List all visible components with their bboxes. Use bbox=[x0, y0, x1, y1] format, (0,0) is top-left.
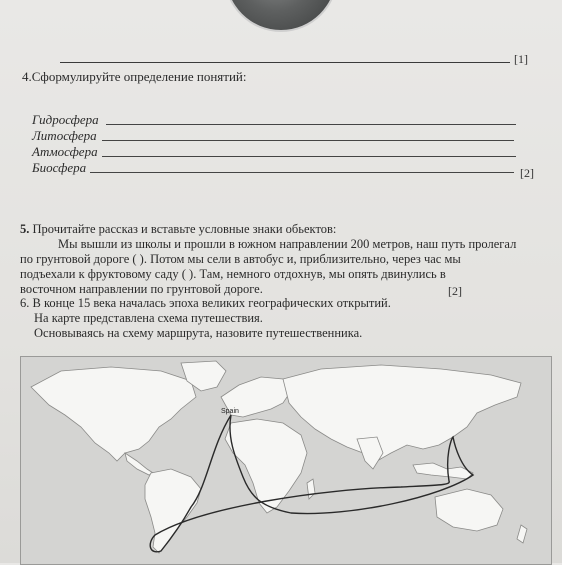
q6-line-1: 6. В конце 15 века началась эпоха великих географических открытий. bbox=[20, 296, 391, 310]
world-route-map bbox=[20, 356, 552, 565]
q5-line-3: по грунтовой дороге ( ). Потом мы сели в автобус и, приблизительно, через час мы bbox=[20, 252, 461, 266]
q3-mark: [1] bbox=[514, 52, 528, 66]
q5-line-1: Прочитайте рассказ и вставьте условные знаки обьектов: bbox=[32, 222, 337, 236]
q4-title: 4.Сформулируйте определение понятий: bbox=[22, 69, 247, 84]
q5-block bbox=[20, 222, 560, 297]
spain-label: Spain bbox=[221, 408, 239, 415]
q6-line-3: Основываясь на схему маршрута, назовите путешественника. bbox=[34, 326, 363, 340]
answer-line-hydrosphere[interactable] bbox=[106, 124, 516, 125]
q5-line-5: восточном направлении по грунтовой дороге. bbox=[20, 282, 263, 296]
q5-mark: [2] bbox=[448, 284, 462, 298]
term-atmosphere: Атмосфера bbox=[32, 144, 98, 159]
globe-illustration bbox=[226, 0, 336, 30]
answer-line-biosphere[interactable] bbox=[90, 172, 514, 173]
map-svg bbox=[21, 357, 551, 564]
definition-row-lithosphere[interactable] bbox=[32, 128, 97, 144]
q4-mark: [2] bbox=[520, 166, 534, 180]
definition-row-hydrosphere[interactable] bbox=[32, 112, 99, 128]
q5-line-4: подъехали к фруктовому саду ( ). Там, немного отдохнув, мы опять двинулись в bbox=[20, 267, 446, 281]
q6-line-2: На карте представлена схема путешествия. bbox=[34, 311, 263, 325]
term-biosphere: Биосфера bbox=[32, 160, 87, 175]
q5-number: 5. bbox=[20, 222, 30, 236]
q6-block bbox=[20, 296, 391, 341]
term-lithosphere: Литосфера bbox=[32, 128, 97, 143]
definition-row-biosphere[interactable] bbox=[32, 160, 86, 176]
q3-answer-line[interactable] bbox=[60, 62, 510, 63]
q5-line-2: Мы вышли из школы и прошли в южном направлении 200 метров, наш путь пролегал bbox=[58, 237, 517, 251]
definition-row-atmosphere[interactable] bbox=[32, 144, 98, 160]
term-hydrosphere: Гидросфера bbox=[32, 112, 99, 127]
answer-line-lithosphere[interactable] bbox=[102, 140, 514, 141]
answer-line-atmosphere[interactable] bbox=[102, 156, 516, 157]
